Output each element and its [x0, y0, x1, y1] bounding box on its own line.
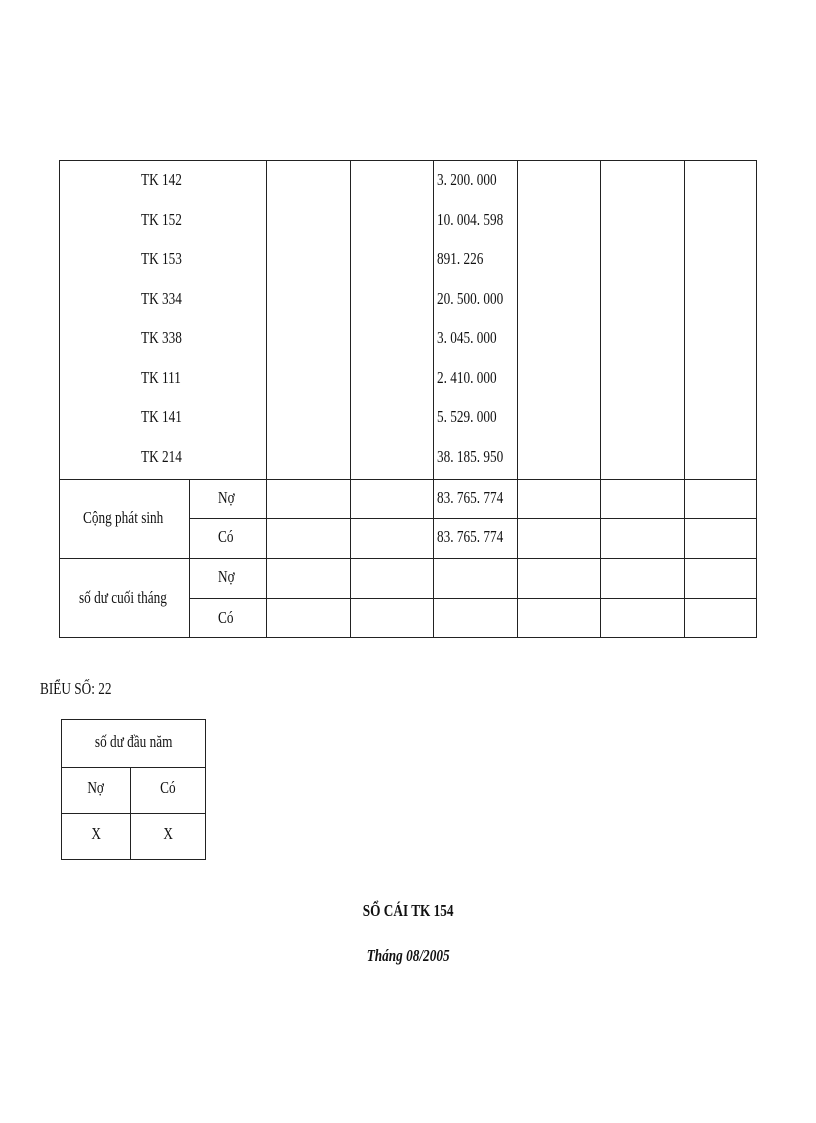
account-name: TK 334 — [141, 288, 182, 308]
account-amount: 3. 200. 000 — [437, 170, 497, 189]
ledger-month: Tháng 08/2005 — [366, 946, 450, 965]
account-name: TK 141 — [141, 407, 182, 426]
row-divider — [62, 767, 205, 768]
table-row — [60, 438, 756, 478]
table-row — [60, 201, 756, 241]
opening-credit-label: Có — [160, 778, 176, 797]
row-divider — [189, 518, 756, 519]
table-row — [60, 359, 756, 399]
total-debit-label: Nợ — [218, 488, 235, 507]
table-row — [60, 319, 756, 359]
closing-debit-label: Nợ — [218, 567, 235, 586]
account-amount: 10. 004. 598 — [437, 209, 504, 229]
opening-debit-label: Nợ — [87, 778, 105, 797]
table-row — [60, 398, 756, 438]
opening-credit-value: X — [163, 824, 173, 843]
account-amount: 20. 500. 000 — [437, 288, 504, 308]
closing-credit-label: Có — [218, 608, 234, 627]
account-name: TK 153 — [141, 249, 182, 268]
table-row — [60, 280, 756, 320]
account-name: TK 152 — [141, 209, 182, 229]
account-amount: 2. 410. 000 — [437, 367, 497, 387]
table-row — [60, 161, 756, 201]
row-divider — [60, 558, 756, 559]
account-amount: 3. 045. 000 — [437, 328, 497, 347]
ledger-table — [59, 160, 757, 638]
table-row — [60, 240, 756, 280]
total-credit-label: Có — [218, 527, 234, 546]
row-divider — [60, 479, 756, 480]
total-label: Cộng phát sinh — [83, 508, 164, 527]
opening-debit-value: X — [91, 824, 101, 843]
row-divider — [189, 598, 756, 599]
row-divider — [62, 813, 205, 814]
ledger-title: SỔ CÁI TK 154 — [362, 901, 454, 920]
account-amount: 5. 529. 000 — [437, 407, 497, 426]
form-number-label: BIỂU SỐ: 22 — [40, 679, 112, 698]
closing-label: số dư cuối tháng — [79, 588, 167, 607]
account-name: TK 338 — [141, 328, 182, 347]
account-name: TK 111 — [141, 367, 181, 387]
opening-balance-title: số dư đầu năm — [94, 732, 173, 751]
opening-balance-table — [61, 719, 206, 860]
total-credit-amount: 83. 765. 774 — [437, 527, 504, 546]
total-debit-amount: 83. 765. 774 — [437, 488, 504, 507]
account-amount: 38. 185. 950 — [437, 446, 504, 466]
account-name: TK 142 — [141, 170, 182, 189]
account-amount: 891. 226 — [437, 249, 484, 268]
account-name: TK 214 — [141, 446, 182, 466]
